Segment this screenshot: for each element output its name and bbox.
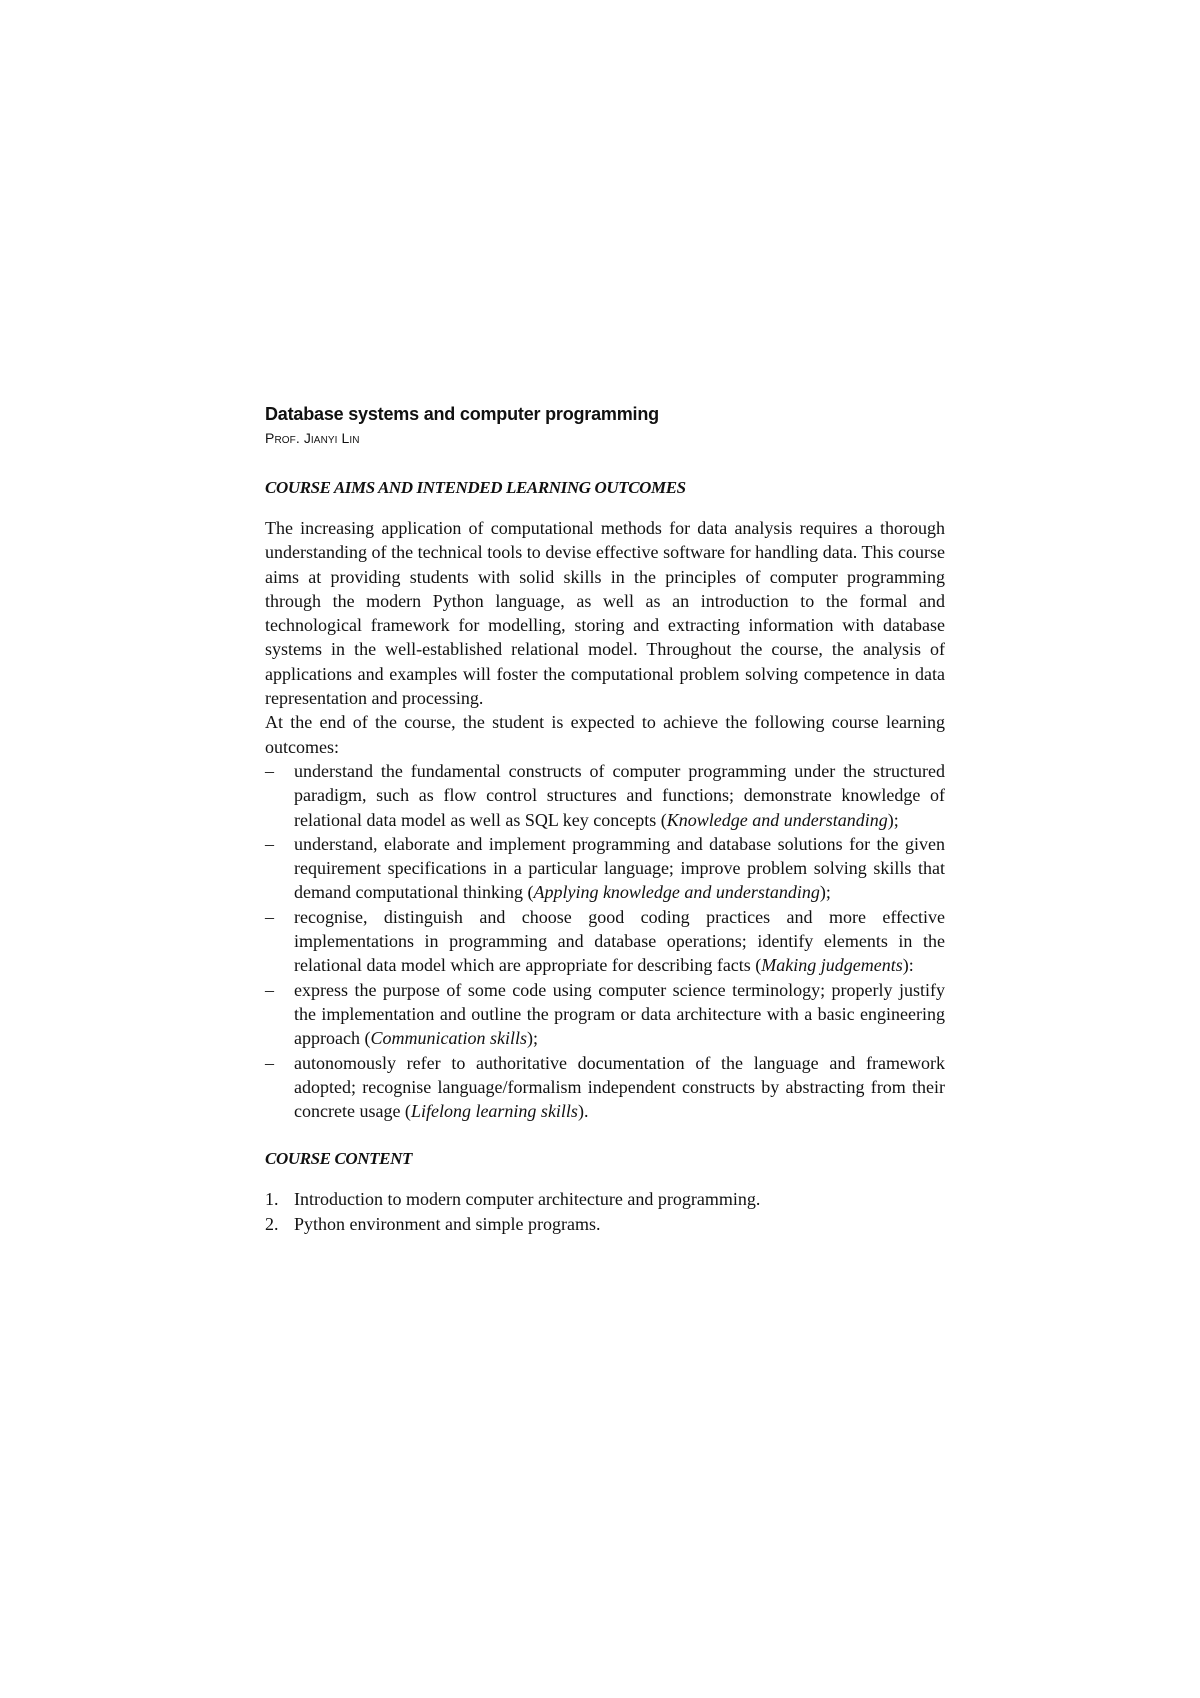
item-number: 1. [265,1189,279,1210]
outcome-category: Making judgements [761,955,903,976]
item-text: Python environment and simple programs. [294,1213,601,1234]
outcome-end: ); [819,882,831,903]
outcome-item [265,905,945,978]
item-number: 2. [265,1213,279,1234]
outcome-end: ). [577,1101,589,1122]
bullet-marker: – [265,979,274,1000]
outcome-item [265,978,945,1051]
outcome-text: express the purpose of some code using computer science terminology; properly justify the implementation and outline the program or data architecture with a basic engineering approach ( [294,979,945,1049]
content-item [265,1187,945,1211]
content-heading: COURSE CONTENT [265,1149,412,1169]
outcome-text: understand the fundamental constructs of computer programming under the structured paradigm, such as flow control structures and functions; demonstrate knowledge of relational data model as well as SQL key concepts ( [294,760,945,830]
outcome-end: ); [526,1028,538,1049]
content-list [265,1187,945,1236]
outcome-item [265,759,945,832]
outcome-category: Lifelong learning skills [410,1101,578,1122]
instructor-name: Prof. Jianyi Lin [265,430,360,446]
outcome-text: recognise, distinguish and choose good coding practices and more effective implementations in programming and database operations; identify elements in the relational data model which are appropriate for describing facts ( [294,906,945,976]
outcome-end: ); [887,809,899,830]
outcome-category: Communication skills [370,1028,527,1049]
outcome-item [265,832,945,905]
bullet-marker: – [265,906,274,927]
outcome-category: Applying knowledge and understanding [533,882,820,903]
content-item [265,1212,945,1236]
outcomes-list [265,759,945,1123]
outcome-text: autonomously refer to authoritative documentation of the language and framework adopted; recognise language/formalism independent constructs by abstracting from their concrete usage ( [294,1052,945,1122]
outcome-end: ): [902,955,914,976]
bullet-marker: – [265,1052,274,1073]
aims-heading: COURSE AIMS AND INTENDED LEARNING OUTCOMES [265,478,686,497]
item-text: Introduction to modern computer architecture and programming. [294,1189,761,1210]
outcome-text: understand, elaborate and implement programming and database solutions for the given requirement specifications in a particular language; improve problem solving skills that demand computational thinking ( [294,833,945,903]
bullet-marker: – [265,760,274,781]
document-page [265,402,945,1236]
outcomes-intro: At the end of the course, the student is expected to achieve the following course learning outcomes: [265,712,945,757]
outcome-item [265,1051,945,1124]
aims-paragraph: The increasing application of computational methods for data analysis requires a thorough understanding of the technical tools to devise effective software for handling data. This course aims at providing students with solid skills in the principles of computer programming through the modern Python language, as well as an introduction to the formal and technological framework for modelling, storing and extracting information with database systems in the well-established relational model. Throughout the course, the analysis of applications and examples will foster the computational problem solving competence in data representation and processing. [265,518,945,709]
course-title: Database systems and computer programming [265,404,659,424]
outcome-category: Knowledge and understanding [666,809,888,830]
bullet-marker: – [265,833,274,854]
